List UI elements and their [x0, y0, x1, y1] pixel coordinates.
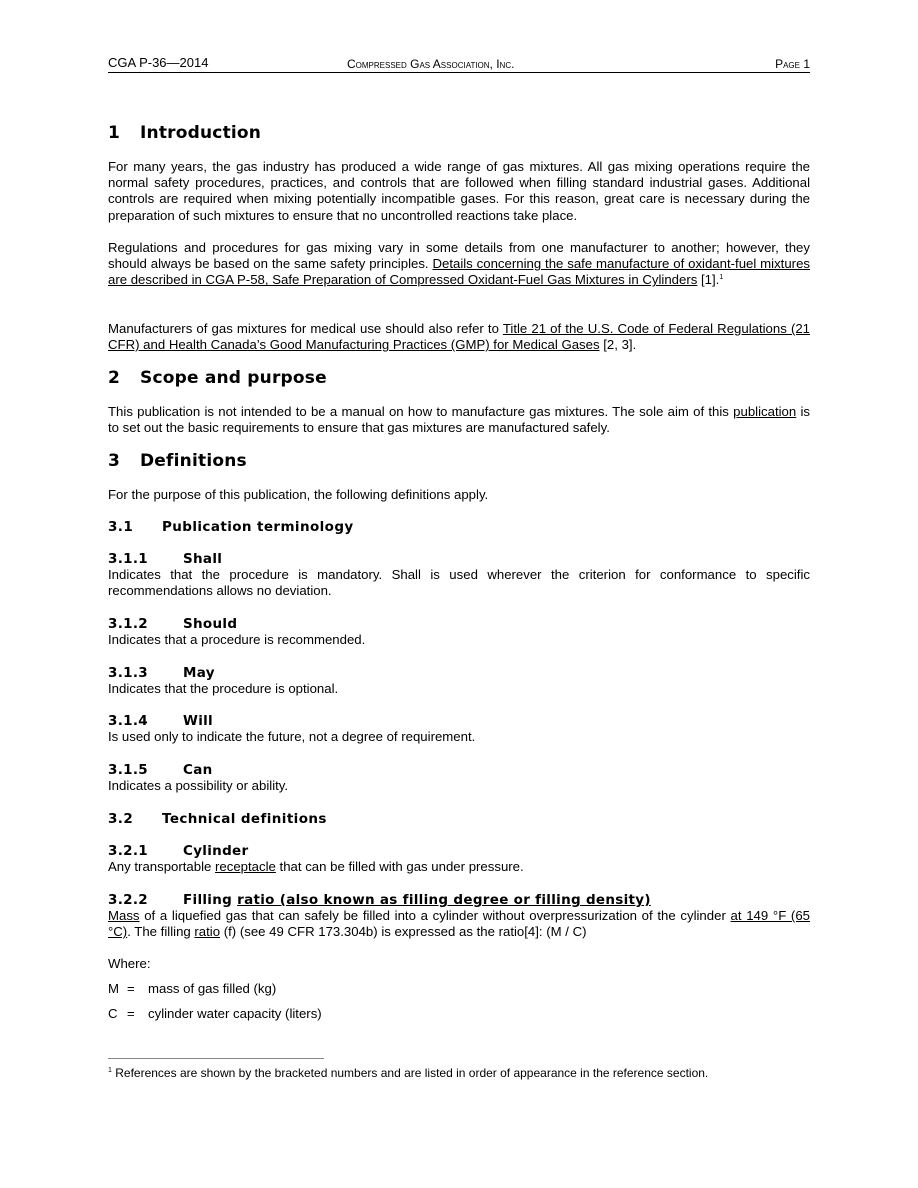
- intro-paragraph-2: [108, 240, 810, 289]
- term-definition: Is used only to indicate the future, not a degree of requirement.: [108, 729, 476, 744]
- term-filling-ratio: [108, 892, 810, 940]
- term-number: 3.1.1: [108, 551, 148, 567]
- footnote-text: References are shown by the bracketed numbers and are listed in order of appearance in the reference section.: [111, 1066, 709, 1080]
- receptacle-link[interactable]: receptacle: [215, 859, 276, 874]
- term-number: 3.1.2: [108, 616, 148, 632]
- paragraph-text: Regulations and procedures for gas mixing vary in some details from one manufacturer to another; however, they should always be based on the same safety principles.: [108, 240, 810, 272]
- paragraph-text: This publication is not intended to be a manual on how to manufacture gas mixtures. The sole aim of this: [108, 404, 734, 419]
- term-heading: [108, 762, 810, 778]
- term-heading: [108, 551, 810, 567]
- term-definition: Indicates that the procedure is mandatory. Shall is used wherever the criterion for conformance to specific recommendations allows no deviation.: [108, 567, 810, 599]
- ratio-link[interactable]: ratio: [194, 924, 221, 940]
- temperature-link[interactable]: at 149 °F (65 °C): [108, 908, 810, 940]
- subsection-title: Publication terminology: [162, 519, 354, 535]
- subsection-3-2-heading: [108, 811, 327, 827]
- section-number: 3: [108, 451, 121, 471]
- definition-text: Any transportable: [108, 859, 216, 874]
- section-1-heading: [108, 123, 261, 143]
- term-definition: Indicates a possibility or ability.: [108, 778, 289, 793]
- equals-sign: =: [127, 1006, 135, 1021]
- term-may: [108, 665, 810, 697]
- term-name-link[interactable]: ratio (also known as filling degree or filling density): [237, 892, 651, 908]
- intro-paragraph-3: [108, 321, 810, 353]
- section-title: Definitions: [140, 451, 247, 471]
- term-will: [108, 713, 810, 745]
- term-name: May: [183, 665, 215, 681]
- section-title: Introduction: [140, 123, 262, 143]
- publication-link[interactable]: publication: [733, 404, 797, 419]
- term-heading: [108, 616, 810, 632]
- definition-text: . The filling: [127, 924, 195, 940]
- variable-symbol: C: [108, 1006, 118, 1021]
- term-should: [108, 616, 810, 648]
- section-title: Scope and purpose: [140, 368, 327, 388]
- term-heading: [108, 713, 810, 729]
- cfr-gmp-reference-link[interactable]: Title 21 of the U.S. Code of Federal Regulations (21 CFR) and Health Canada’s Good Manufacturing Practices (GMP) for Medical Gases: [108, 321, 811, 353]
- term-heading: [108, 892, 810, 908]
- footnote-separator: [108, 1058, 324, 1059]
- cga-p58-reference-link[interactable]: Details concerning the safe manufacture of oxidant-fuel mixtures are described in CGA P-58, Safe Preparation of Compressed Oxidant-Fuel Gas Mixtures in Cylinders: [108, 256, 810, 288]
- term-number: 3.1.4: [108, 713, 148, 729]
- subsection-number: 3.2: [108, 811, 134, 827]
- subsection-3-1-heading: [108, 519, 354, 535]
- term-number: 3.2.1: [108, 843, 148, 859]
- equals-sign: =: [127, 981, 135, 996]
- term-number: 3.1.5: [108, 762, 148, 778]
- definitions-intro: For the purpose of this publication, the following definitions apply.: [108, 487, 489, 502]
- term-definition: Indicates that a procedure is recommended.: [108, 632, 366, 647]
- term-definition: Indicates that the procedure is optional.: [108, 681, 339, 696]
- scope-paragraph: [108, 404, 810, 436]
- header-page-number: Page 1: [775, 57, 810, 71]
- term-number: 3.2.2: [108, 892, 148, 908]
- header-doc-id: CGA P-36—2014: [108, 55, 209, 70]
- subsection-number: 3.1: [108, 519, 134, 535]
- variable-description: cylinder water capacity (liters): [148, 1006, 322, 1021]
- term-heading: [108, 665, 810, 681]
- variable-description: mass of gas filled (kg): [148, 981, 277, 996]
- term-name: Cylinder: [183, 843, 249, 859]
- footnote: [108, 1066, 708, 1080]
- term-name: Shall: [183, 551, 223, 567]
- intro-paragraph-1: For many years, the gas industry has produced a wide range of gas mixtures. All gas mixing operations require the normal safety procedures, practices, and controls that are followed when filling standard industrial gases. Additional controls are required when mixing potentially incompatible gases. For this reason, great care is necessary during the preparation of such mixtures to ensure that no uncontrolled reactions take place.: [108, 159, 810, 223]
- term-can: [108, 762, 810, 794]
- definition-text: of a liquefied gas that can safely be filled into a cylinder without overpressurization of the cylinder: [139, 908, 731, 923]
- footnote-marker[interactable]: 1: [719, 274, 724, 282]
- definition-text: (f) (see 49 CFR 173.304b) is expressed as the ratio[4]: (M / C): [220, 924, 587, 940]
- term-definition: [108, 908, 810, 940]
- header-organization: Compressed Gas Association, Inc.: [347, 57, 515, 71]
- variable-symbol: M: [108, 981, 119, 996]
- definition-text: that can be filled with gas under pressure.: [275, 859, 524, 874]
- citation: [2, 3].: [599, 337, 637, 353]
- section-number: 1: [108, 123, 121, 143]
- mass-link[interactable]: Mass: [108, 908, 140, 923]
- term-number: 3.1.3: [108, 665, 148, 681]
- term-name: Will: [183, 713, 213, 729]
- term-definition: [108, 859, 810, 875]
- subsection-title: Technical definitions: [162, 811, 327, 827]
- running-header: [108, 56, 810, 73]
- term-heading: [108, 843, 810, 859]
- section-3-heading: [108, 451, 247, 471]
- variable-m: [108, 981, 276, 997]
- paragraph-text: Manufacturers of gas mixtures for medical use should also refer to: [108, 321, 503, 336]
- citation: [1].: [697, 272, 720, 288]
- section-number: 2: [108, 368, 121, 388]
- term-name: Can: [183, 762, 213, 778]
- variable-c: [108, 1006, 322, 1022]
- paragraph-text: is to set out the basic requirements to ensure that gas mixtures are manufactured safely.: [108, 404, 810, 436]
- term-name: Should: [183, 616, 238, 632]
- where-label: Where:: [108, 956, 151, 971]
- term-name: Filling: [183, 892, 238, 908]
- section-2-heading: [108, 368, 327, 388]
- footnote-number: 1: [108, 1067, 112, 1074]
- term-cylinder: [108, 843, 810, 875]
- term-shall: [108, 551, 810, 599]
